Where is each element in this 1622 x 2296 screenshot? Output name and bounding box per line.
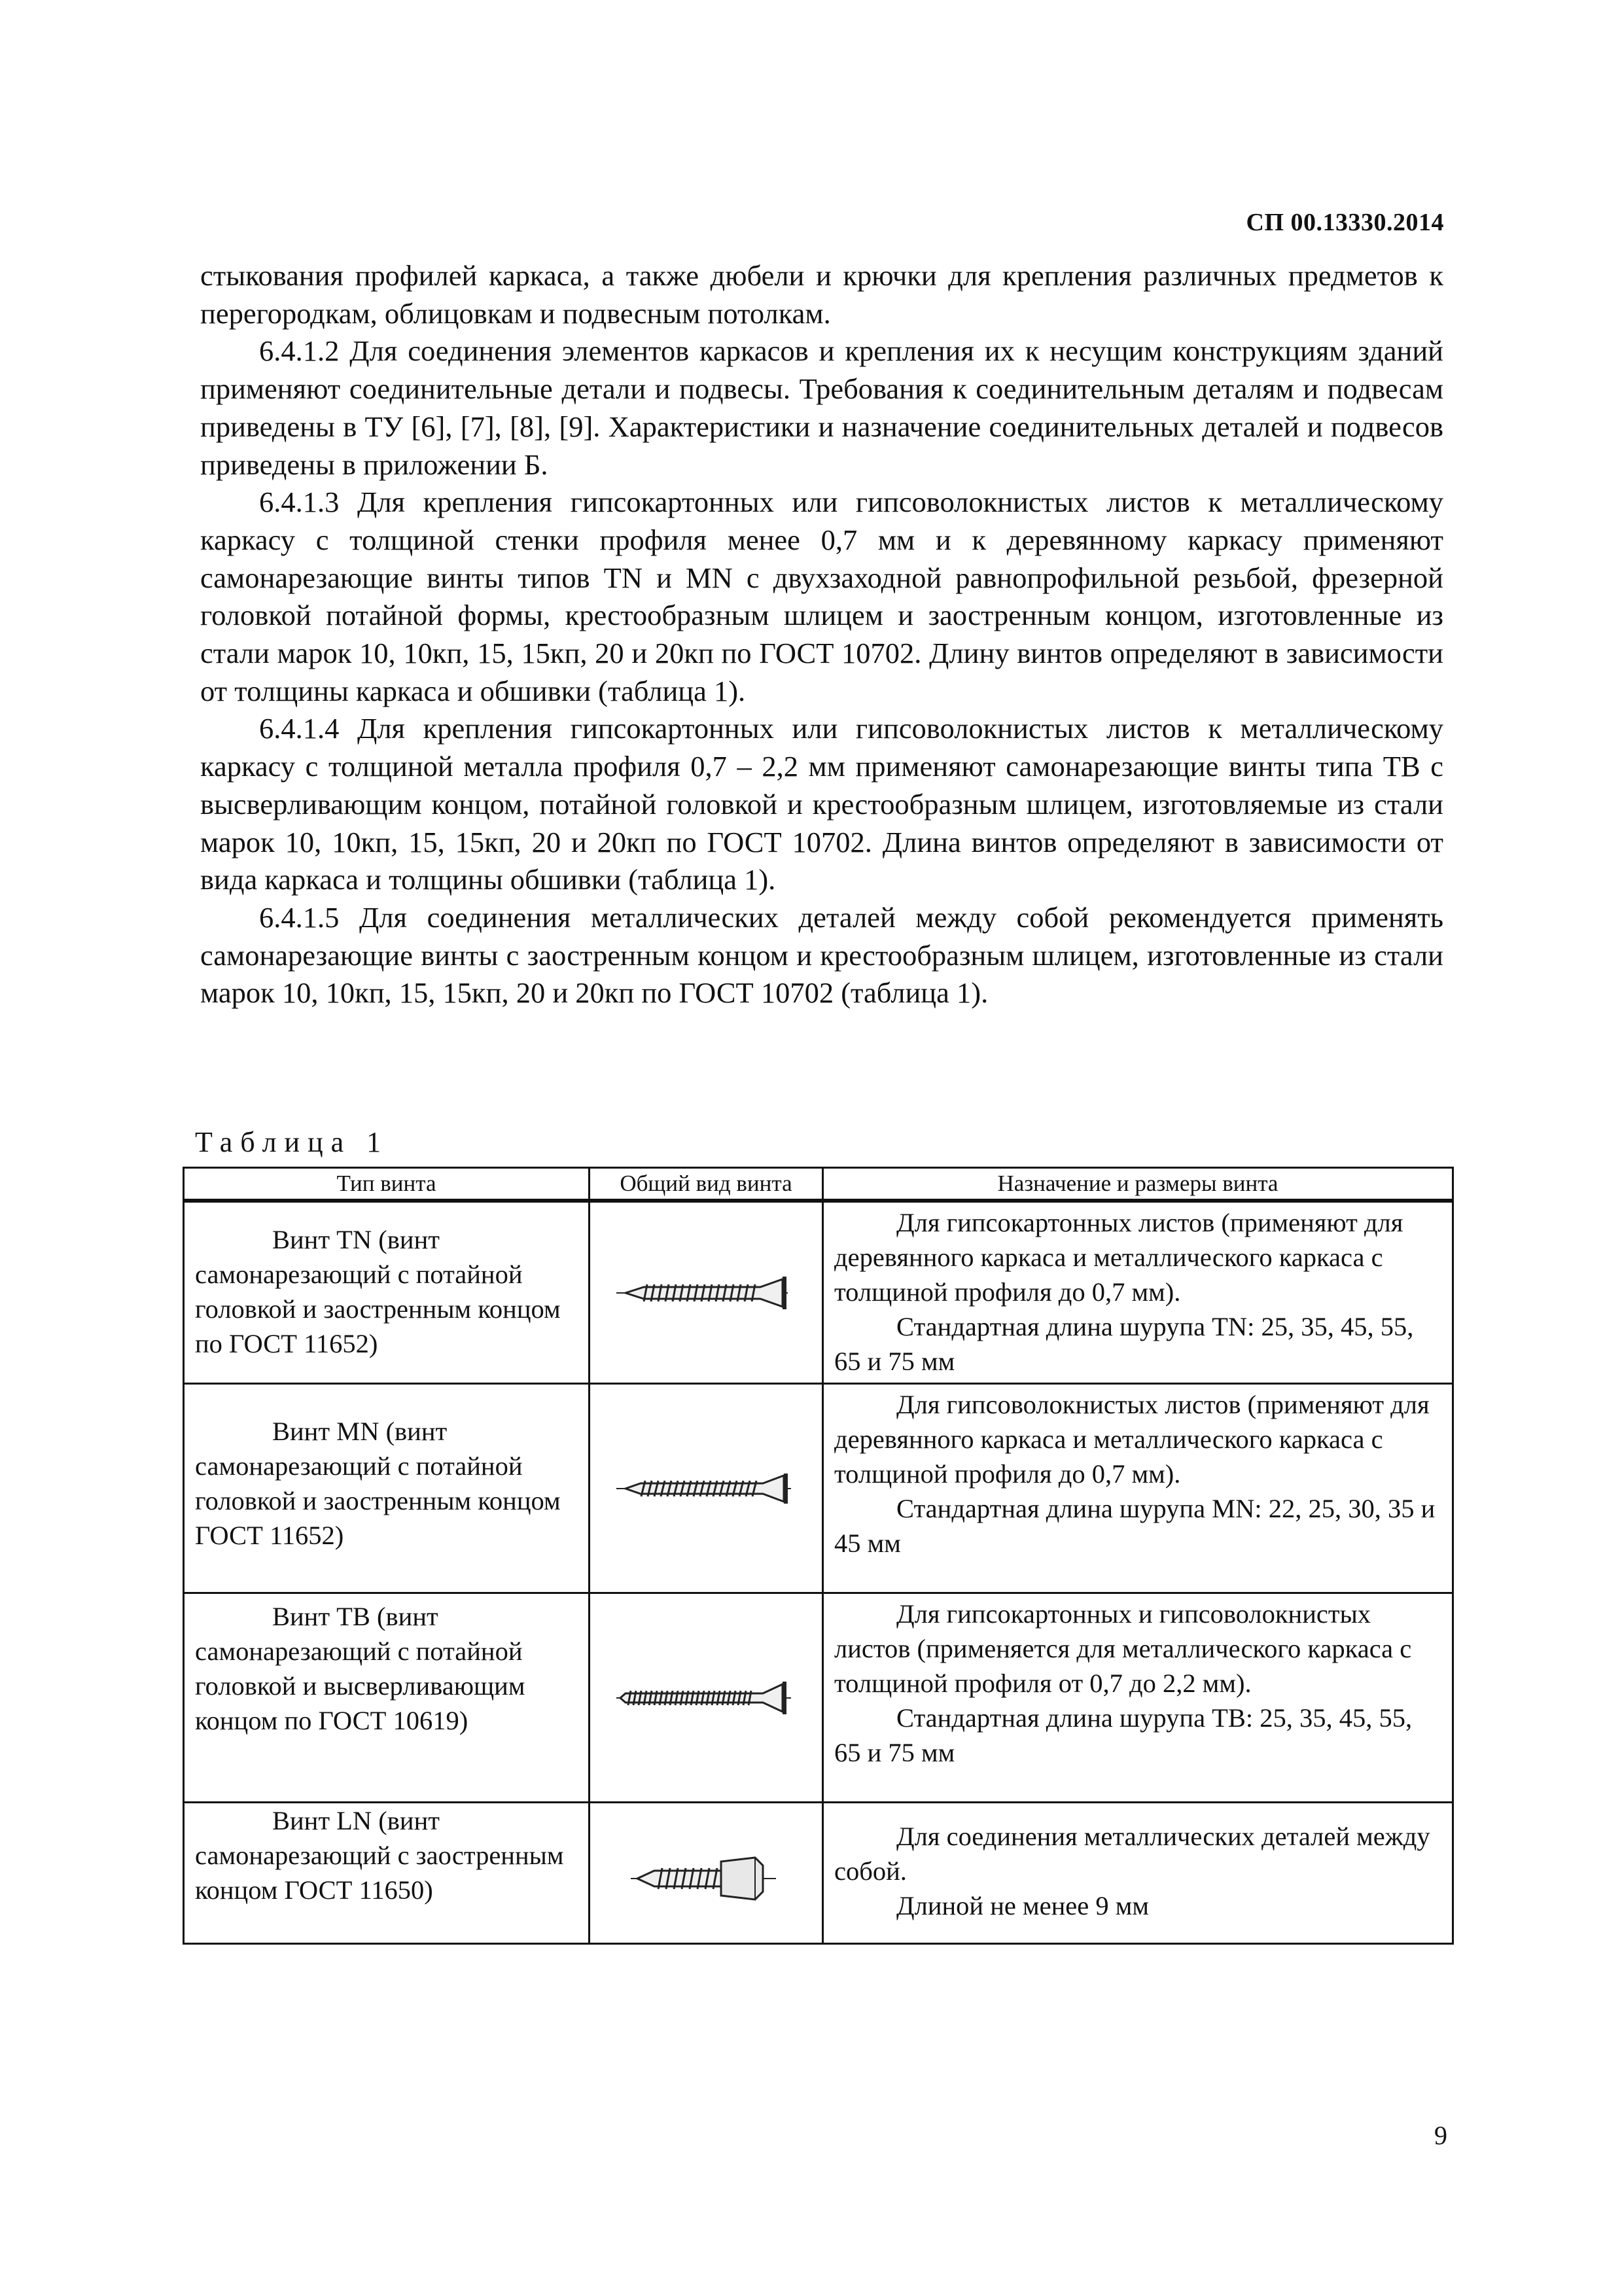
table-row	[184, 1201, 1453, 1384]
screw-length: Стандартная длина шурупа MN: 22, 25, 30, 35 и 45 мм	[834, 1494, 1436, 1558]
screw-type-first: Винт ТВ (винт	[272, 1602, 438, 1631]
screw-type-cell	[184, 1384, 590, 1593]
table-row	[184, 1384, 1453, 1593]
paragraph-continuation: стыкования профилей каркаса, а также дюбели и крючки для крепления различных предметов к перегородкам, облицовкам и подвесным потолкам.	[200, 259, 1443, 330]
screw-purpose-cell	[823, 1803, 1453, 1944]
screw-type-first: Винт MN (винт	[272, 1417, 448, 1446]
screw-type-rest: самонарезающий с заостренным концом ГОСТ 11650)	[195, 1841, 564, 1905]
table-caption: Таблица 1	[195, 1126, 389, 1158]
screw-image-cell	[590, 1803, 823, 1944]
document-code: СП 00.13330.2014	[1246, 209, 1444, 236]
table-header-row	[184, 1168, 1453, 1201]
countersunk-screw-icon	[611, 1270, 801, 1316]
page-number: 9	[1434, 2121, 1447, 2150]
paragraph-6-4-1-2: 6.4.1.2 Для соединения элементов каркасов и крепления их к несущим конструкциям зданий применяют соединительные детали и подвесы. Требования к соединительным деталям и подвесам приведены в ТУ [6], [7], [8], [9]. Характеристики и назначение соединительных деталей и подвесов приведены в приложении Б.	[200, 334, 1443, 481]
paragraph-6-4-1-5: 6.4.1.5 Для соединения металлических деталей между собой рекомендуется применять самонарезающие винты с заостренным концом и крестообразным шлицем, изготовленные из стали марок 10, 10кп, 15, 15кп, 20 и 20кп по ГОСТ 10702 (таблица 1).	[200, 900, 1443, 1010]
screw-purpose: Для гипсокартонных и гипсоволокнистых листов (применяется для металлического каркаса с толщиной профиля от 0,7 до 2,2 мм).	[834, 1599, 1412, 1698]
screw-type-cell	[184, 1593, 590, 1803]
screw-purpose-cell	[823, 1593, 1453, 1803]
header-purpose: Назначение и размеры винта	[823, 1168, 1453, 1201]
screw-type-rest: самонарезающий с потайной головкой и высверливающим концом по ГОСТ 10619)	[195, 1636, 525, 1735]
screw-length: Стандартная длина шурупа TN: 25, 35, 45, 55, 65 и 75 мм	[834, 1312, 1414, 1376]
header-view: Общий вид винта	[590, 1168, 823, 1201]
screw-type-rest: самонарезающий с потайной головкой и заостренным концом ГОСТ 11652)	[195, 1451, 561, 1550]
body-text	[200, 257, 1443, 1012]
paragraph-6-4-1-4: 6.4.1.4 Для крепления гипсокартонных или гипсоволокнистых листов к металлическому каркасу с толщиной металла профиля 0,7 – 2,2 мм применяют самонарезающие винты типа ТВ с высверливающим концом, потайной головкой и крестообразным шлицем, изготовляемые из стали марок 10, 10кп, 15, 15кп, 20 и 20кп по ГОСТ 10702. Длина винтов определяют в зависимости от вида каркаса и толщины обшивки (таблица 1).	[200, 712, 1443, 896]
table-row	[184, 1803, 1453, 1944]
screw-type-first: Винт LN (винт	[272, 1806, 440, 1835]
screw-type-cell	[184, 1803, 590, 1944]
screw-purpose: Для соединения металлических деталей между собой.	[834, 1822, 1430, 1886]
header-type: Тип винта	[184, 1168, 590, 1201]
pan-head-screw-icon	[611, 1841, 801, 1906]
screw-image-cell	[590, 1201, 823, 1384]
drill-point-screw-icon	[611, 1675, 801, 1721]
screws-table	[183, 1167, 1454, 1945]
screw-image-cell	[590, 1384, 823, 1593]
screw-image-cell	[590, 1593, 823, 1803]
screw-purpose-cell	[823, 1201, 1453, 1384]
screw-length: Стандартная длина шурупа ТВ: 25, 35, 45, 55, 65 и 75 мм	[834, 1703, 1413, 1767]
screw-purpose: Для гипсокартонных листов (применяют для деревянного каркаса и металлического каркаса с толщиной профиля до 0,7 мм).	[834, 1208, 1403, 1307]
screw-purpose-cell	[823, 1384, 1453, 1593]
table-row	[184, 1593, 1453, 1803]
screw-purpose: Для гипсоволокнистых листов (применяют для деревянного каркаса и металлического каркаса с толщиной профиля до 0,7 мм).	[834, 1390, 1430, 1489]
screw-length: Длиной не менее 9 мм	[896, 1891, 1149, 1920]
screw-type-first: Винт TN (винт	[272, 1225, 440, 1254]
countersunk-screw-icon	[611, 1466, 801, 1511]
screw-type-cell	[184, 1201, 590, 1384]
screw-type-rest: самонарезающий с потайной головкой и заостренным концом по ГОСТ 11652)	[195, 1260, 561, 1358]
paragraph-6-4-1-3: 6.4.1.3 Для крепления гипсокартонных или гипсоволокнистых листов к металлическому каркасу с толщиной стенки профиля менее 0,7 мм и к деревянному каркасу применяют самонарезающие винты типов TN и MN с двухзаходной равнопрофильной резьбой, фрезерной головкой потайной формы, крестообразным шлицем и заостренным концом, изготовленные из стали марок 10, 10кп, 15, 15кп, 20 и 20кп по ГОСТ 10702. Длину винтов определяют в зависимости от толщины каркаса и обшивки (таблица 1).	[200, 486, 1443, 707]
